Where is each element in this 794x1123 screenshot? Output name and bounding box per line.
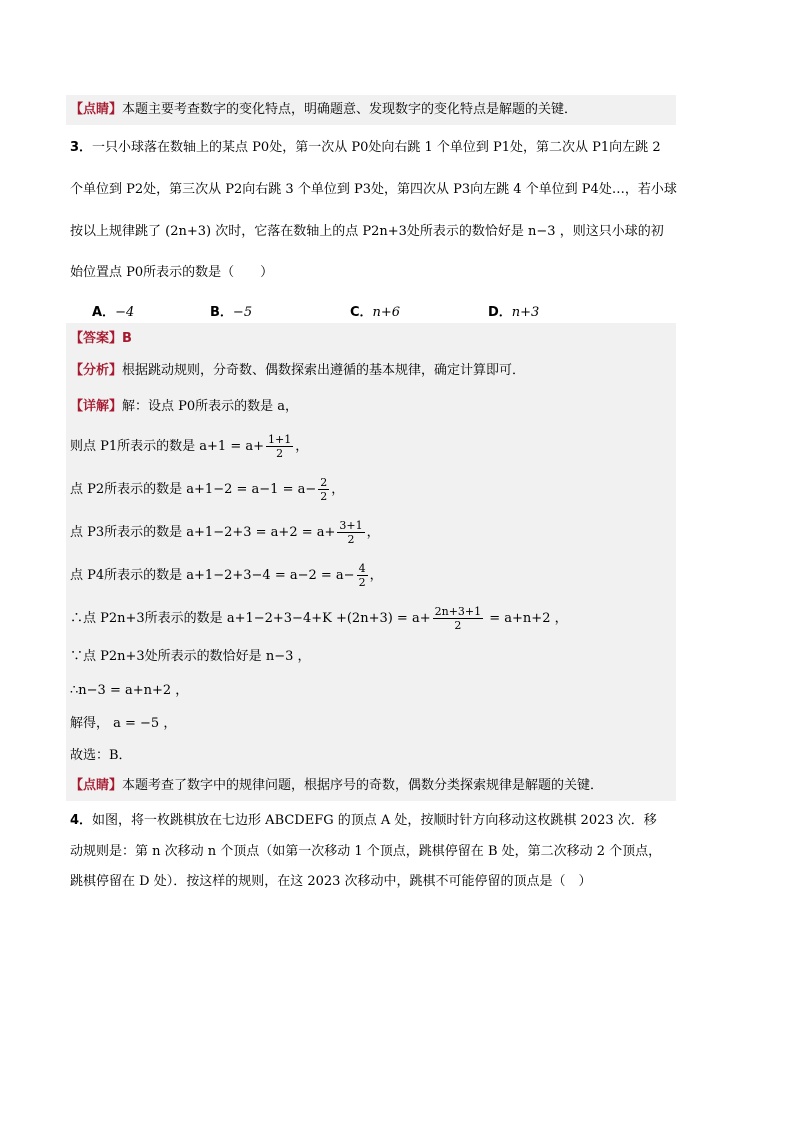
fraction-numerator: 1+1 [268, 433, 292, 446]
choice-a-value: −4 [115, 305, 135, 320]
detail-6-text: ∵点 P2n+3处所表示的数恰好是 n−3 ， [70, 649, 311, 664]
q4-text-2: 动规则是：第 n 次移动 n 个顶点（如第一次移动 1 个顶点，跳棋停留在 B 处，第二次移动 2 个顶点， [70, 844, 662, 859]
q3-number: 3． [70, 140, 93, 155]
detail-4-fraction [357, 562, 368, 589]
fraction-denominator: 2 [276, 447, 284, 460]
q4-line-3 [70, 873, 592, 891]
fraction-numerator: 4 [358, 562, 366, 575]
choice-b [210, 301, 252, 320]
q3-text-4: 始位置点 P0所表示的数是（ ） [70, 265, 274, 280]
analysis-tag: 【分析】 [70, 363, 123, 378]
q4-text-3: 跳棋停留在 D 处）．按这样的规则，在这 2023 次移动中，跳棋不可能停留的顶点是（ ） [70, 874, 592, 889]
detail-line-8 [70, 715, 176, 733]
detail-4-text: 点 P4所表示的数是 a+1−2+3−4 = a−2 = a− [70, 568, 355, 583]
choice-b-value: −5 [232, 305, 253, 320]
detail-8-text: 解得， a = −5 ， [70, 716, 177, 731]
choice-d-label: D． [488, 305, 512, 320]
q4-line-1 [70, 812, 657, 830]
q4-number: 4． [70, 813, 93, 828]
answer-row [70, 330, 132, 348]
detail-2-text: 点 P2所表示的数是 a+1−2 = a−1 = a− [70, 482, 317, 497]
fraction-numerator: 2n+3+1 [434, 605, 482, 618]
detail-line-3 [70, 519, 380, 546]
analysis-text: 根据跳动规则，分奇数、偶数探索出遵循的基本规律，确定计算即可． [122, 363, 526, 378]
fraction-denominator: 2 [358, 576, 366, 589]
detail-tag: 【详解】 [70, 399, 123, 414]
detail-5-fraction [433, 605, 484, 632]
choice-c [350, 301, 400, 320]
detail-intro-row [70, 398, 298, 416]
detail-4-post: ， [369, 568, 383, 583]
choice-d [488, 301, 539, 320]
detail-line-5 [70, 605, 568, 632]
fraction-numerator: 3+1 [339, 519, 363, 532]
detail-3-text: 点 P3所表示的数是 a+1−2+3 = a+2 = a+ [70, 525, 336, 540]
detail-1-post: ， [295, 439, 309, 454]
dianjing-2 [70, 777, 603, 795]
fraction-numerator: 2 [320, 476, 328, 489]
dianjing-2-tag: 【点睛】 [70, 778, 123, 793]
dianjing-2-text: 本题考查了数字中的规律问题，根据序号的奇数，偶数分类探索规律是解题的关键． [122, 778, 604, 793]
q3-text-2: 个单位到 P2处，第三次从 P2向右跳 3 个单位到 P3处，第四次从 P3向左跳 4 个单位到 P4处…，若小球 [70, 182, 677, 197]
detail-9-text: 故选：B． [70, 748, 132, 763]
q3-text-3: 按以上规律跳了 (2n+3) 次时，它落在数轴上的点 P2n+3处所表示的数恰好是 n−3 ，则这只小球的初 [70, 224, 664, 239]
q3-line-4 [70, 264, 273, 282]
detail-3-fraction [337, 519, 364, 546]
q3-text-1: 一只小球落在数轴上的某点 P0处，第一次从 P0处向右跳 1 个单位到 P1处，第二次从 P1向左跳 2 [92, 140, 661, 155]
answer-value: B [122, 331, 132, 346]
detail-2-post: ， [331, 482, 345, 497]
detail-5-text: ∴点 P2n+3所表示的数是 a+1−2+3−4+K +(2n+3) = a+ [70, 611, 431, 626]
q3-line-3 [70, 223, 664, 241]
fraction-denominator: 2 [347, 533, 355, 546]
dianjing-tag: 【点睛】 [70, 102, 123, 117]
dianjing-1 [70, 101, 577, 119]
fraction-denominator: 2 [454, 619, 462, 632]
choice-a [92, 301, 134, 320]
detail-line-1 [70, 433, 308, 460]
detail-3-post: ， [366, 525, 380, 540]
choice-c-value: n+6 [372, 305, 401, 320]
choice-b-label: B． [210, 305, 233, 320]
q4-text-1: 如图，将一枚跳棋放在七边形 ABCDEFG 的顶点 A 处，按顺时针方向移动这枚跳棋 2023 次．移 [92, 813, 657, 828]
analysis-row [70, 362, 525, 380]
detail-1-text: 则点 P1所表示的数是 a+1 = a+ [70, 439, 264, 454]
q3-line-2 [70, 181, 677, 199]
choice-d-value: n+3 [511, 305, 540, 320]
fraction-denominator: 2 [320, 490, 328, 503]
detail-line-6 [70, 648, 311, 666]
answer-tag: 【答案】 [70, 331, 123, 346]
detail-line-7 [70, 682, 188, 700]
detail-line-9 [70, 747, 132, 765]
detail-5-post: = a+n+2 ， [485, 611, 568, 626]
detail-intro: 解：设点 P0所表示的数是 a， [122, 399, 299, 414]
detail-line-4 [70, 562, 383, 589]
detail-1-fraction [266, 433, 293, 460]
detail-7-text: ∴n−3 = a+n+2 ， [70, 683, 189, 698]
choice-a-label: A． [92, 305, 116, 320]
choice-c-label: C． [350, 305, 373, 320]
q4-line-2 [70, 843, 661, 861]
dianjing-text: 本题主要考查数字的变化特点，明确题意、发现数字的变化特点是解题的关键． [122, 102, 578, 117]
detail-2-fraction [318, 476, 329, 503]
detail-line-2 [70, 476, 344, 503]
q3-line-1 [70, 139, 661, 157]
